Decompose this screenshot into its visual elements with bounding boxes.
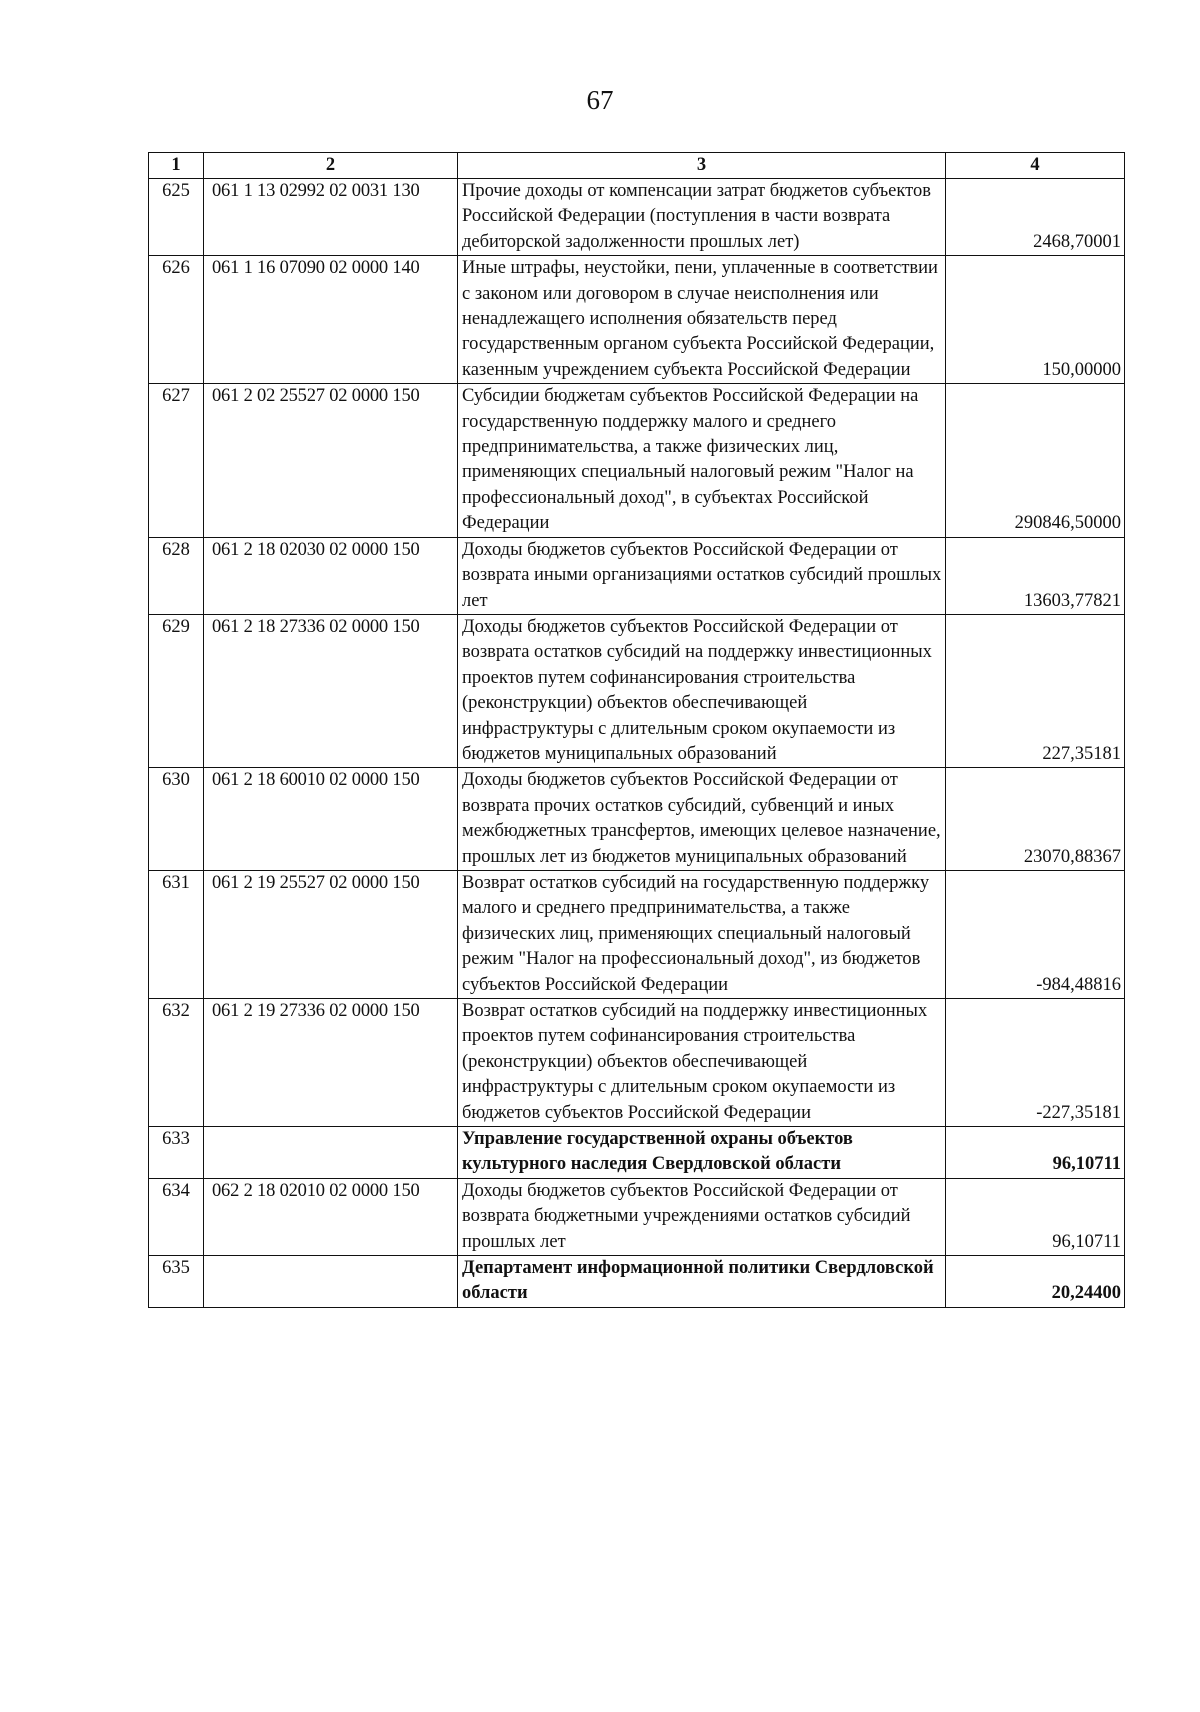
header-col-3: 3 <box>458 153 946 179</box>
row-number: 626 <box>149 256 204 384</box>
budget-code: 061 1 13 02992 02 0031 130 <box>204 179 458 256</box>
row-number: 627 <box>149 384 204 537</box>
budget-code: 061 2 18 60010 02 0000 150 <box>204 768 458 871</box>
row-number: 634 <box>149 1178 204 1255</box>
budget-code: 062 2 18 02010 02 0000 150 <box>204 1178 458 1255</box>
table-row <box>149 870 1125 998</box>
table-row-section-heading <box>149 1127 1125 1179</box>
table-row <box>149 1178 1125 1255</box>
budget-code <box>204 1127 458 1179</box>
header-col-4: 4 <box>946 153 1125 179</box>
revenue-description: Субсидии бюджетам субъектов Российской Федерации на государственную поддержку малого и среднего предпринимательства, а также физических лиц, применяющих специальный налоговый режим "Налог на профессиональный доход", в субъектах Российской Федерации <box>458 384 946 537</box>
table-row <box>149 614 1125 767</box>
amount: 13603,77821 <box>946 537 1125 614</box>
header-col-1: 1 <box>149 153 204 179</box>
amount: 290846,50000 <box>946 384 1125 537</box>
row-number: 633 <box>149 1127 204 1179</box>
row-number: 625 <box>149 179 204 256</box>
table-header <box>149 153 1125 179</box>
revenue-description: Возврат остатков субсидий на государственную поддержку малого и среднего предпринимательства, а также физических лиц, применяющих специальный налоговый режим "Налог на профессиональный доход", из бюджетов субъектов Российской Федерации <box>458 870 946 998</box>
table-row <box>149 384 1125 537</box>
revenue-description: Доходы бюджетов субъектов Российской Федерации от возврата прочих остатков субсидий, субвенций и иных межбюджетных трансфертов, имеющих целевое назначение, прошлых лет из бюджетов муниципальных образований <box>458 768 946 871</box>
header-row <box>149 153 1125 179</box>
table-row-section-heading <box>149 1256 1125 1308</box>
amount-total: 20,24400 <box>946 1256 1125 1308</box>
table-row <box>149 537 1125 614</box>
row-number: 630 <box>149 768 204 871</box>
administrator-name: Департамент информационной политики Свердловской области <box>458 1256 946 1308</box>
budget-code: 061 2 18 02030 02 0000 150 <box>204 537 458 614</box>
budget-code: 061 1 16 07090 02 0000 140 <box>204 256 458 384</box>
row-number: 629 <box>149 614 204 767</box>
row-number: 631 <box>149 870 204 998</box>
revenue-description: Прочие доходы от компенсации затрат бюджетов субъектов Российской Федерации (поступления в части возврата дебиторской задолженности прошлых лет) <box>458 179 946 256</box>
amount: 23070,88367 <box>946 768 1125 871</box>
budget-code: 061 2 19 25527 02 0000 150 <box>204 870 458 998</box>
revenue-description: Иные штрафы, неустойки, пени, уплаченные в соответствии с законом или договором в случае неисполнения или ненадлежащего исполнения обязательств перед государственным органом субъекта Российской Федерации, казенным учреждением субъекта Российской Федерации <box>458 256 946 384</box>
amount: -227,35181 <box>946 999 1125 1127</box>
amount: 2468,70001 <box>946 179 1125 256</box>
table-row <box>149 999 1125 1127</box>
table-row <box>149 179 1125 256</box>
budget-code <box>204 1256 458 1308</box>
page-number: 67 <box>586 85 614 115</box>
budget-code: 061 2 02 25527 02 0000 150 <box>204 384 458 537</box>
budget-code: 061 2 19 27336 02 0000 150 <box>204 999 458 1127</box>
budget-code: 061 2 18 27336 02 0000 150 <box>204 614 458 767</box>
revenue-description: Доходы бюджетов субъектов Российской Федерации от возврата иными организациями остатков субсидий прошлых лет <box>458 537 946 614</box>
revenue-description: Возврат остатков субсидий на поддержку инвестиционных проектов путем софинансирования строительства (реконструкции) объектов обеспечивающей инфраструктуры с длительным сроком окупаемости из бюджетов субъектов Российской Федерации <box>458 999 946 1127</box>
amount: 96,10711 <box>946 1178 1125 1255</box>
budget-revenue-table <box>148 152 1125 1308</box>
row-number: 635 <box>149 1256 204 1308</box>
administrator-name: Управление государственной охраны объектов культурного наследия Свердловской области <box>458 1127 946 1179</box>
row-number: 632 <box>149 999 204 1127</box>
amount: -984,48816 <box>946 870 1125 998</box>
table-row <box>149 768 1125 871</box>
header-col-2: 2 <box>204 153 458 179</box>
amount: 150,00000 <box>946 256 1125 384</box>
table-body <box>149 179 1125 1308</box>
amount-total: 96,10711 <box>946 1127 1125 1179</box>
row-number: 628 <box>149 537 204 614</box>
amount: 227,35181 <box>946 614 1125 767</box>
revenue-description: Доходы бюджетов субъектов Российской Федерации от возврата остатков субсидий на поддержку инвестиционных проектов путем софинансирования строительства (реконструкции) объектов обеспечивающей инфраструктуры с длительным сроком окупаемости из бюджетов муниципальных образований <box>458 614 946 767</box>
table-row <box>149 256 1125 384</box>
revenue-description: Доходы бюджетов субъектов Российской Федерации от возврата бюджетными учреждениями остатков субсидий прошлых лет <box>458 1178 946 1255</box>
